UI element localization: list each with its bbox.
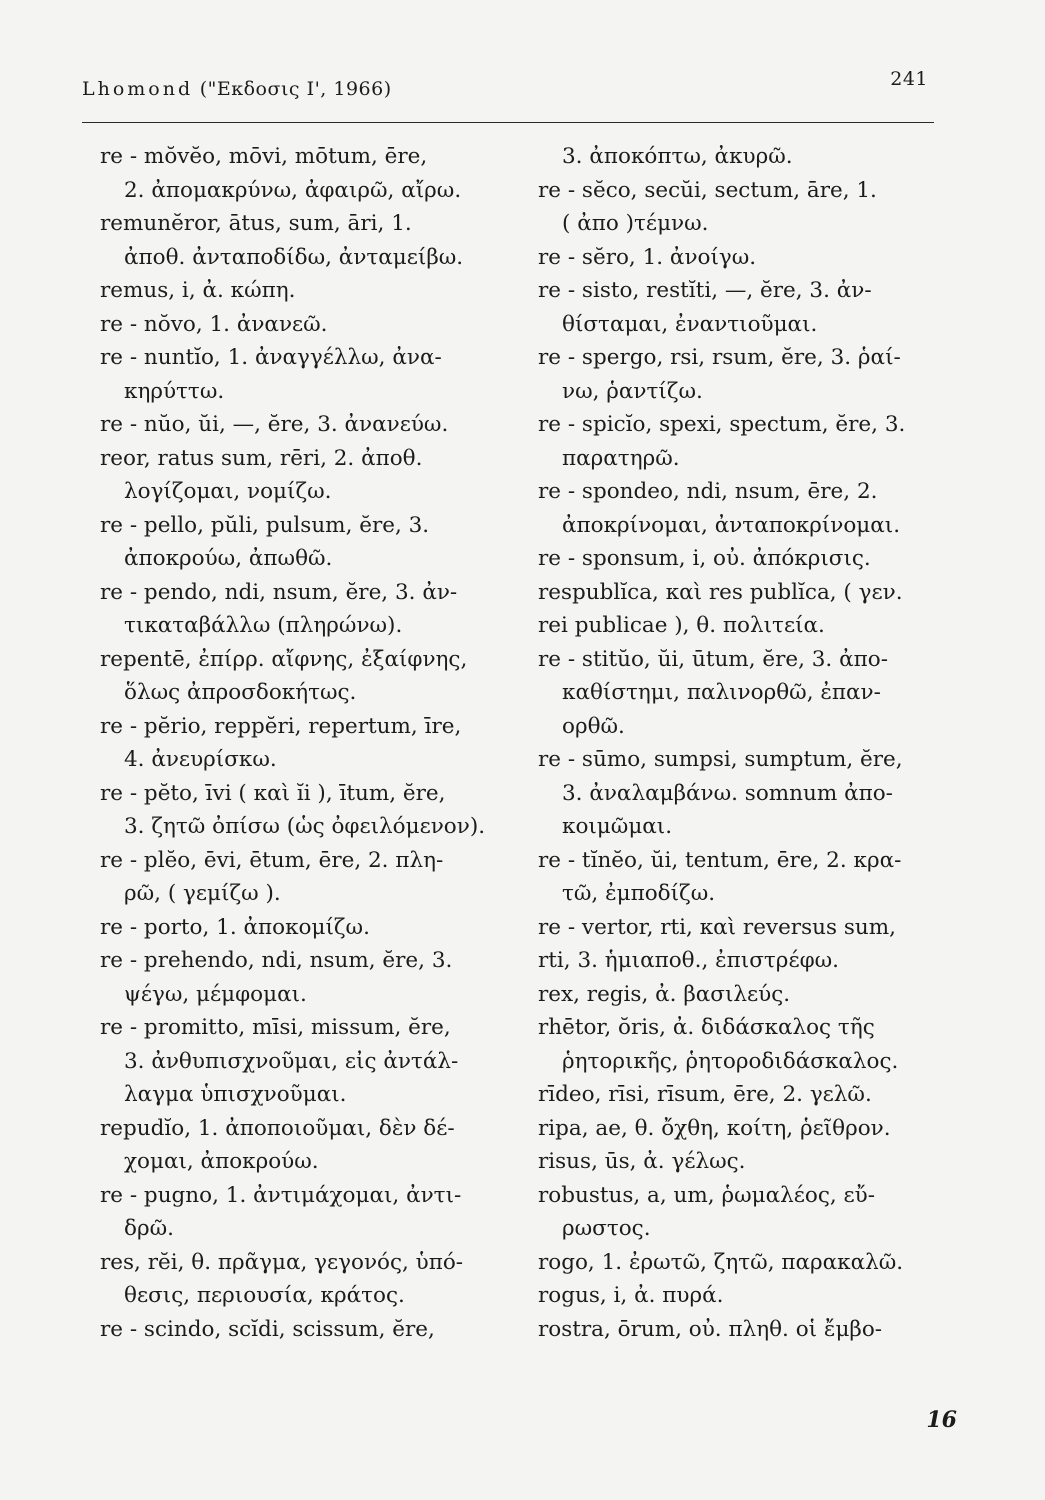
dictionary-entry: respublĭca, καὶ res publĭca, ( γεν. [538,579,903,605]
entry-continuation: ἀποθ. ἀνταποδίδω, ἀνταμείβω. [124,244,464,270]
dictionary-entry: re - sponsum, i, οὐ. ἀπόκρισις. [538,546,871,571]
dictionary-entry: rostra, ōrum, οὐ. πληθ. οἱ ἔμβο- [538,1316,883,1342]
dictionary-entry: re - spondeo, ndi, nsum, ēre, 2. [538,479,878,504]
dictionary-entry: repentē, ἐπίρρ. αἴφνης, ἐξαίφνης, [100,646,468,672]
entry-continuation: δρῶ. [124,1216,174,1241]
dictionary-entry: reor, ratus sum, rēri, 2. ἀποθ. [100,445,423,471]
entry-continuation: χομαι, ἀποκρούω. [124,1149,319,1174]
entry-continuation: ὅλως ἀπροσδοκήτως. [124,680,357,705]
entry-continuation: ( ἀπο )τέμνω. [562,211,709,236]
entry-continuation: καθίστημι, παλινορθῶ, ἐπαν- [562,680,881,705]
entry-continuation: θίσταμαι, ἐναντιοῦμαι. [562,311,818,337]
entry-continuation: 3. ζητῶ ὀπίσω (ὡς ὀφειλόμενον). [124,814,486,839]
dictionary-entry: re - porto, 1. ἀποκομίζω. [100,914,370,940]
dictionary-entry: re - sisto, restĭti, —, ĕre, 3. ἀν- [538,278,872,303]
entry-continuation: 3. ἀνθυπισχνοῦμαι, εἰς ἀντάλ- [124,1048,459,1074]
dictionary-entry: rex, regis, ἀ. βασιλεύς. [538,981,791,1007]
dictionary-entry: re - spicĭo, spexi, spectum, ĕre, 3. [538,412,906,437]
dictionary-entry: ripa, ae, θ. ὄχθη, κοίτη, ῥεῖθρον. [538,1115,891,1141]
dictionary-entry: re - pendo, ndi, nsum, ĕre, 3. ἀν- [100,579,458,605]
entry-continuation: ἀποκρίνομαι, ἀνταποκρίνομαι. [562,512,901,538]
entry-continuation: ἀποκρούω, ἀπωθῶ. [124,546,333,571]
signature-mark: 16 [926,1407,957,1433]
entry-continuation: 4. ἀνευρίσκω. [124,747,277,772]
dictionary-entry: re - stitŭo, ŭi, ūtum, ĕre, 3. ἀπο- [538,646,888,672]
header-edition: ("Εκδοσις Ι', 1966) [199,78,392,100]
dictionary-entry: re - nŭo, ŭi, —, ĕre, 3. ἀνανεύω. [100,412,449,437]
dictionary-entry: re - pello, pŭli, pulsum, ĕre, 3. [100,512,430,538]
entry-continuation: ψέγω, μέμφομαι. [124,981,307,1007]
dictionary-entry: re - plĕo, ēvi, ētum, ēre, 2. πλη- [100,847,444,873]
dictionary-entry: remus, i, ἀ. κώπη. [100,278,296,303]
running-header [82,68,934,104]
header-rule [82,122,934,123]
dictionary-entry: rīdeo, rīsi, rīsum, ēre, 2. γελῶ. [538,1082,872,1107]
header-brand: Lhomond [82,78,194,100]
dictionary-entry: re - nuntĭo, 1. ἀναγγέλλω, ἀνα- [100,345,442,370]
dictionary-entry: re - spergo, rsi, rsum, ĕre, 3. ῥαί- [538,345,901,370]
dictionary-entry: res, rĕi, θ. πρᾶγμα, γεγονός, ὑπό- [100,1249,464,1275]
dictionary-entry: re - scindo, scĭdi, scissum, ĕre, [100,1316,435,1342]
left-column [100,140,518,1346]
right-column [538,140,956,1346]
entry-continuation: κοιμῶμαι. [562,814,673,839]
dictionary-entry: re - pugno, 1. ἀντιμάχομαι, ἀντι- [100,1182,462,1208]
dictionary-entry: risus, ūs, ἀ. γέλως. [538,1149,746,1174]
entry-continuation: λογίζομαι, νομίζω. [124,479,332,504]
entry-continuation: ρωστος. [562,1216,651,1241]
dictionary-entry: re - sūmo, sumpsi, sumptum, ĕre, [538,747,903,772]
dictionary-entry: re - mŏvĕo, mōvi, mōtum, ēre, [100,144,428,169]
dictionary-entry: repudĭo, 1. ἀποποιοῦμαι, δὲν δέ- [100,1115,455,1141]
dictionary-entry: re - tĭnĕo, ŭi, tentum, ēre, 2. κρα- [538,847,902,873]
dictionary-entry: rhētor, ŏris, ἀ. διδάσκαλος τῆς [538,1015,875,1040]
dictionary-entry: re - pĕrio, reppĕri, repertum, īre, [100,713,462,739]
dictionary-entry: re - prehendo, ndi, nsum, ĕre, 3. [100,948,453,973]
dictionary-entry: re - nŏvo, 1. ἀνανεῶ. [100,311,328,337]
entry-continuation: παρατηρῶ. [562,445,680,471]
dictionary-entry: rti, 3. ἡμιαποθ., ἐπιστρέφω. [538,948,839,973]
dictionary-entry: robustus, a, um, ῥωμαλέος, εὔ- [538,1182,875,1208]
entry-continuation: νω, ῥαντίζω. [562,378,703,404]
entry-continuation: ρῶ, ( γεμίζω ). [124,881,281,906]
entry-continuation: κηρύττω. [124,378,225,404]
dictionary-entry: re - pĕto, īvi ( καὶ ĭi ), ītum, ĕre, [100,780,446,806]
entry-continuation: ῥητορικῆς, ῥητοροδιδάσκαλος. [562,1048,899,1074]
entry-continuation: 3. ἀναλαμβάνω. somnum ἀπο- [562,780,893,806]
dictionary-entry: re - sĕco, secŭi, sectum, āre, 1. [538,177,877,203]
entry-continuation: λαγμα ὑπισχνοῦμαι. [124,1082,347,1107]
dictionary-entry: rogus, i, ἀ. πυρά. [538,1283,724,1308]
entry-continuation: ορθῶ. [562,713,625,739]
entry-continuation: τῶ, ἐμποδίζω. [562,881,716,906]
dictionary-entry: rei publicae ), θ. πολιτεία. [538,613,825,638]
dictionary-entry: re - promitto, mīsi, missum, ĕre, [100,1015,451,1040]
page-number: 241 [890,68,928,90]
dictionary-entry: re - vertor, rti, καὶ reversus sum, [538,914,896,940]
dictionary-entry: remunĕror, ātus, sum, āri, 1. [100,211,412,236]
entry-continuation: θεσις, περιουσία, κράτος. [124,1283,405,1308]
dictionary-entry: re - sĕro, 1. ἀνοίγω. [538,244,757,270]
entry-continuation: 3. ἀποκόπτω, ἀκυρῶ. [562,144,793,169]
entry-continuation: 2. ἀπομακρύνω, ἀφαιρῶ, αἴρω. [124,177,462,203]
header-title [82,78,392,100]
entry-continuation: τικαταβάλλω (πληρώνω). [124,613,403,638]
dictionary-entry: rogo, 1. ἐρωτῶ, ζητῶ, παρακαλῶ. [538,1249,904,1275]
